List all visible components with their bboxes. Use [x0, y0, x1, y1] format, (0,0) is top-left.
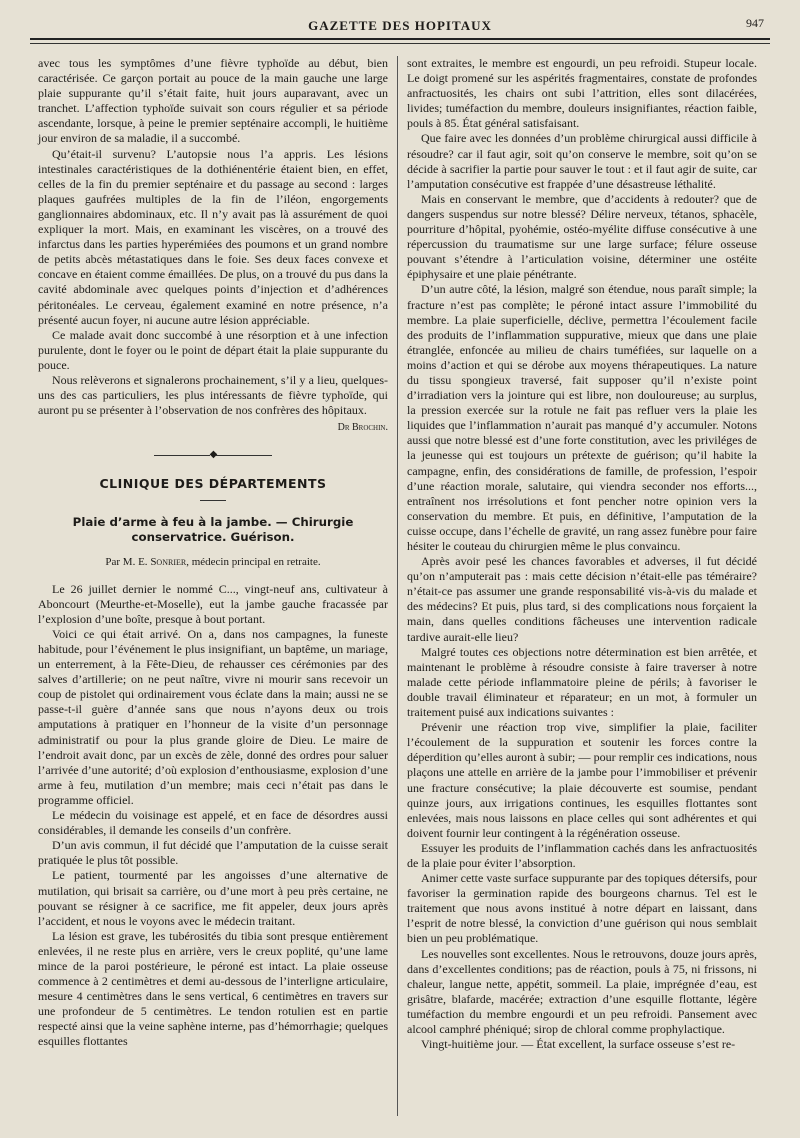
paragraph: Que faire avec les données d’un problème chirurgical aussi difficile à résoudre? car il faut agir, soit qu’on conserve le membre, soit qu’on se décide à sacrifier la partie pour sauver le tout : et il faut agir de suite, car l’amputation consécutive est frappée d’une désastreuse léthalité. — [407, 131, 757, 191]
paragraph: Le patient, tourmenté par les angoisses d’une alternative de mutilation, qui brisait sa carrière, ou d’une mort à peu près certaine, ne pouvant se résigner à ce sacrifice, me fit appeler, deux jours après l’accident, et nous le voyons avec le médecin traitant. — [38, 868, 388, 928]
section-ornament: ◆ — [38, 447, 388, 462]
publication-title: GAZETTE DES HOPITAUX — [308, 18, 492, 33]
right-column — [407, 56, 757, 1052]
paragraph: Qu’était-il survenu? L’autopsie nous l’a appris. Les lésions intestinales caractéristiques de la dothiénentérie étaient bien, en effet, celles de la fin du premier septénaire et du passage au second : larges plaques gaufrées multiples de la fin de l’iléon, engorgements ganglionnaires abdominaux, etc. Il n’y avait pas là assurément de quoi expliquer la mort. Mais, en examinant les viscères, on a trouvé des infarctus dans les parties hyperémiées des poumons et un grand nombre de petits abcès métastatiques dans le foie. Ses deux faces convexe et concave en étaient comme émaillées. De plus, on a trouvé du pus dans la cavité abdominale avec quelques points d’injection et d’adhérences péritonéales. Le cerveau, également examiné en notre présence, n’a présenté aucun foyer, ni aucune autre lésion appréciable. — [38, 146, 388, 327]
paragraph: Voici ce qui était arrivé. On a, dans nos campagnes, la funeste habitude, pour l’événement le plus insignifiant, un baptême, un mariage, un enterrement, à la Fête-Dieu, de rehausser ces cérémonies par des salves d’artillerie; on ne peut naître, vivre ni mourir sans recevoir un coup de pistolet qui ordinairement vous éclate dans la main; aussi ne se passe-t-il guère d’année sans que nous n’ayons deux ou trois amputations à pratiquer en l’honneur de la visite d’un personnage administratif ou pour la plus grande gloire de Dieu. Le maire de l’endroit avait donc, par un excès de zèle, donné des ordres pour saluer l’arrivée d’une autorité; d’où explosion d’enthousiasme, explosion d’une arme à feu, mutilation d’un membre; mais ceci n’était pas dans le programme officiel. — [38, 626, 388, 807]
text-columns — [30, 56, 770, 1052]
left-column — [38, 56, 388, 1052]
paragraph: Le médecin du voisinage est appelé, et en face de désordres aussi considérables, il demande les conseils d’un confrère. — [38, 808, 388, 838]
paragraph: Ce malade avait donc succombé à une résorption et à une infection purulente, dont le foyer ou le point de départ était la plaie suppurante du pouce. — [38, 327, 388, 372]
paragraph: Essuyer les produits de l’inflammation cachés dans les anfractuosités de la plaie pour éviter l’absorption. — [407, 840, 757, 870]
section-rule — [200, 500, 226, 501]
column-divider — [397, 56, 398, 1116]
page-header — [30, 12, 770, 40]
paragraph: avec tous les symptômes d’une fièvre typhoïde au début, bien caractérisée. Ce garçon portait au pouce de la main gauche une large plaie suppurante qu’il s’était faite, huit jours auparavant, avec un tranchet. L’affection typhoïde suivait son cours régulier et sa période ascendante, lorsque, à peine le premier septénaire accompli, le huitième jour environ de sa maladie, il a succombé. — [38, 56, 388, 146]
author-name: Sonrier — [150, 555, 187, 568]
paragraph: Les nouvelles sont excellentes. Nous le retrouvons, douze jours après, dans d’excellentes conditions; pas de réaction, pouls à 75, ni frissons, ni chaleur, langue nette, appétit, sommeil. La plaie, imprégnée d’eau, est grisâtre, blafarde, macérée; extraction d’une esquille flottante, légère tuméfaction du membre engourdi et un peu refroidi. Pansement avec alcool camphré phéniqué; sirop de chloral comme prophylactique. — [407, 946, 757, 1036]
paragraph: Vingt-huitième jour. — État excellent, la surface osseuse s’est re- — [421, 1037, 736, 1052]
page-number: 947 — [746, 16, 764, 30]
byline-suffix: , médecin principal en retraite. — [186, 555, 321, 568]
paragraph: Malgré toutes ces objections notre détermination est bien arrêtée, et maintenant le problème à résoudre consiste à faire traverser à notre malade cette période inflammatoire pleine de périls; à favoriser le double travail éliminateur et réparateur; en un mot, à formuler un traitement puisé aux indications suivantes : — [407, 644, 757, 720]
byline-prefix: Par M. E. — [105, 555, 148, 568]
paragraph: Le 26 juillet dernier le nommé C..., vingt-neuf ans, cultivateur à Aboncourt (Meurthe-et-Moselle), eut la jambe gauche fracassée par l’explosion d’une boîte, presque à bout portant. — [38, 581, 388, 626]
article-title: Plaie d’arme à feu à la jambe. — Chirurgie conservatrice. Guérison. — [72, 514, 354, 544]
section-title: CLINIQUE DES DÉPARTEMENTS — [99, 476, 327, 492]
paragraph: sont extraites, le membre est engourdi, un peu refroidi. Stupeur locale. Le doigt promené sur les aspérités fragmentaires, constate de profondes anfractuosités, les chairs ont subi l’attrition, elles sont dilacérées, livides; tuméfaction du membre, douleurs insignifiantes, réaction faible, pouls à 85. État général satisfaisant. — [407, 56, 757, 131]
paragraph: Animer cette vaste surface suppurante par des topiques détersifs, pour favoriser la germination rapide des bourgeons charnus. Tel est le traitement que nous avons institué à notre départ en laissant, dans l’esprit de notre blessé, la conviction d’une guérison qui nous semblait bien un peu problématique. — [407, 871, 757, 946]
header-rule — [30, 43, 770, 44]
paragraph: D’un autre côté, la lésion, malgré son étendue, nous paraît simple; la fracture n’est pas complète; le péroné intact assure l’immobilité du membre. La plaie superficielle, déclive, permettra l’écoulement facile des produits de l’inflammation suppurative, mieux que dans une plaie étranglée, enfoncée au milieu de chairs tuméfiées, sur laquelle on a moins d’action et qui se dérobe aux moyens thérapeutiques. La nature du tissu spongieux traversé, fait supposer qu’il n’existe point d’irradiation vers la jointure qui est libre, non douloureuse; au surplus, la pression exercée sur la rotule ne fait pas refluer vers la plaie les liquides que l’inflammation n’aurait pas manqué d’y accumuler. Notons aussi que notre blessé est d’une forte constitution, avec les priviléges de la jeunesse qui est toujours un prétexte de guérison; qu’il habite la campagne, enfin, des considérations de famille, de profession, l’espoir d’une réaction morale, salutaire, qui viendra seconder nos efforts..., entraînent nos irrésolutions et font pencher notre opinion vers la conservation du membre. Et puis, en définitive, l’amputation de la cuisse occupe, dans l’échelle de gravité, un rang assez funèbre pour faire hésiter le couteau du chirurgien même le plus convaincu. — [407, 282, 757, 553]
paragraph: Après avoir pesé les chances favorables et adverses, il fut décidé qu’on n’amputerait pas : mais cette décision n’était-elle pas téméraire? n’était-ce pas assumer une grande responsabilité vis-à-vis du malade et des médecins? Et puis, plus tard, si des complications nous forçaient la main, dans quelles conditions fâcheuses une intervention radicale tardive aurait-elle lieu? — [407, 554, 757, 644]
paragraph: La lésion est grave, les tubérosités du tibia sont presque entièrement enlevées, il ne reste plus en arrière, vers le creux poplité, qu’une lame mince de la paroi postérieure, le péroné est intact. La plaie osseuse commence à 2 centimètres et demi au-dessous de l’interligne articulaire, mesure 4 centimètres dans le sens vertical, 6 centimètres en travers sur une profondeur de 5 centimètres. Le tendon rotulien est en partie respecté ainsi que la veine saphène interne, pas d’hémorrhagie; quelques esquilles flottantes — [38, 928, 388, 1049]
paragraph: Mais en conservant le membre, que d’accidents à redouter? que de dangers suspendus sur notre blessé? Délire nerveux, tétanos, sphacèle, pourriture d’hôpital, pyohémie, ostéo-myélite diffuse consécutive à une répercussion du traumatisme sur une large surface; félure osseuse pouvant s’étendre à l’articulation voisine, déterminer une ostéite épiphysaire et une plaie pénétrante. — [407, 191, 757, 282]
paragraph: Prévenir une réaction trop vive, simplifier la plaie, faciliter l’écoulement de la suppuration et soutenir les forces contre la déperdition qu’elles auront à subir; — pour remplir ces indications, nous plaçons une attelle en arrière de la jambe pour l’immobiliser et prévenir une fracture consécutive; la plaie découverte est soumise, pendant quinze jours, aux irrigations continues, les esquilles flottantes sont enlevées, mais nous laissons en place celles qui sont adhérentes et qui doivent fournir leur contingent à la régénération osseuse. — [407, 720, 757, 840]
article-byline — [38, 555, 388, 570]
author-signature: Dr Brochin. — [337, 422, 388, 434]
paragraph: D’un avis commun, il fut décidé que l’amputation de la cuisse serait pratiquée le plus tôt possible. — [38, 838, 388, 868]
paragraph: Nous relèverons et signalerons prochainement, s’il y a lieu, quelques-uns des cas particuliers, les plus intéressants de fièvre typhoïde, qui auront pu se présenter à l’observation de nos confrères des hôpitaux. — [38, 372, 388, 418]
